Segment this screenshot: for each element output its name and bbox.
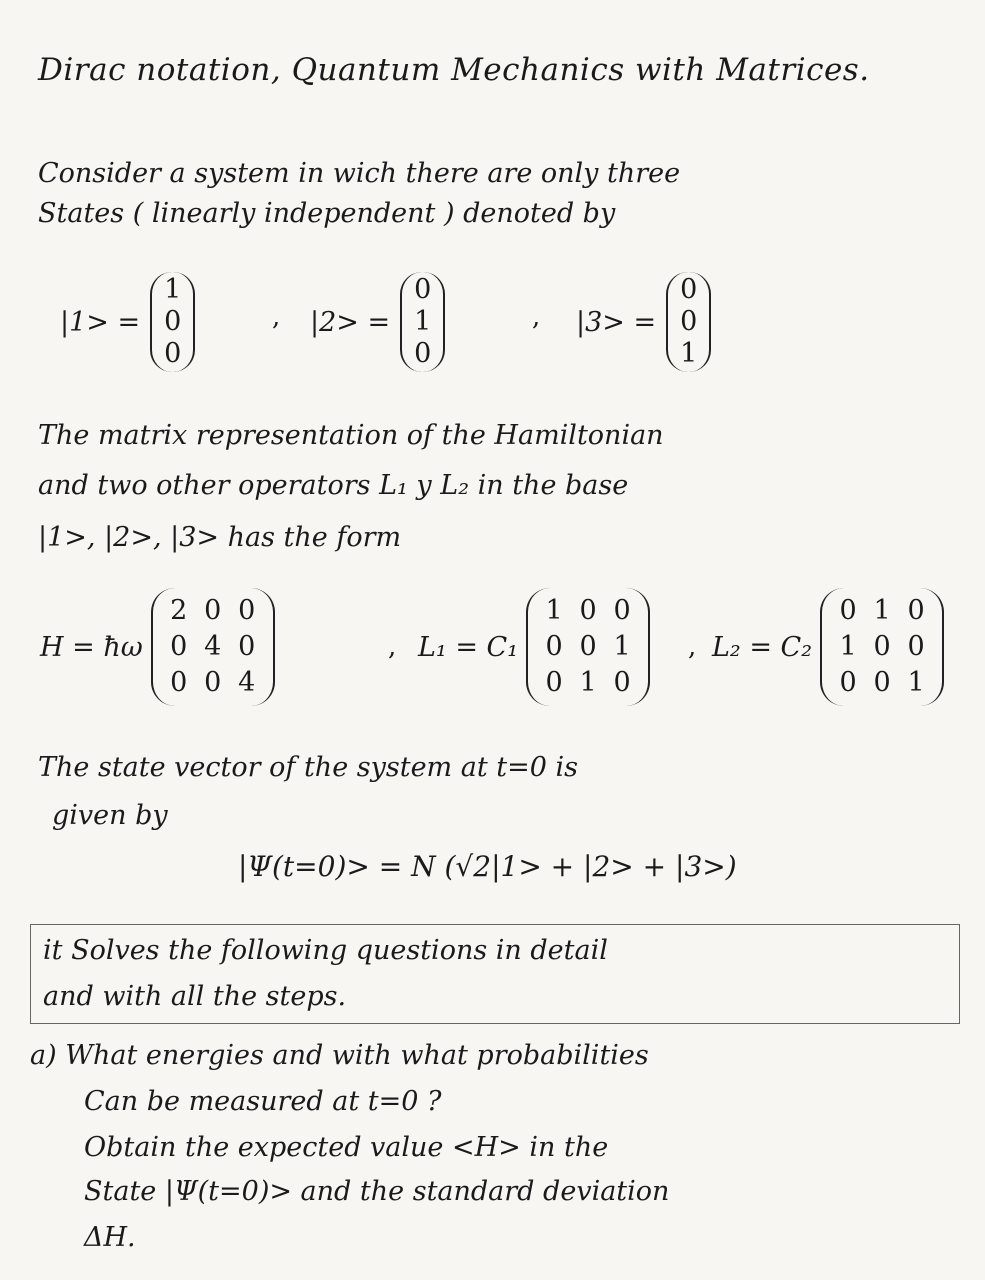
hamiltonian-matrix <box>40 588 275 706</box>
vector-entry: 0 <box>680 306 698 337</box>
matrix-cell: 1 <box>907 667 925 698</box>
matrix-text-line-1: The matrix representation of the Hamiltonian <box>38 420 664 451</box>
question-a-line-1: a) What energies and with what probabilities <box>30 1040 649 1071</box>
state-text-line-1: The state vector of the system at t=0 is <box>38 752 578 783</box>
vector-label: |1> = <box>60 306 141 338</box>
question-a-line-2: Can be measured at t=0 ? <box>84 1086 442 1117</box>
matrix-cell: 0 <box>907 595 925 626</box>
basis-vector-3 <box>576 272 711 372</box>
state-text-line-2: given by <box>52 800 168 831</box>
matrix-cell: 0 <box>238 595 256 626</box>
matrix-cell: 0 <box>907 631 925 662</box>
matrix-text-line-3: |1>, |2>, |3> has the form <box>38 522 402 553</box>
basis-vectors <box>60 262 960 382</box>
instruction-line-1: it Solves the following questions in detail <box>43 935 608 966</box>
question-a-line-4: State |Ψ(t=0)> and the standard deviation <box>84 1176 670 1207</box>
separator: , <box>388 632 397 662</box>
column-vector <box>400 272 445 372</box>
basis-vector-2 <box>310 272 445 372</box>
matrix-cell: 0 <box>170 631 188 662</box>
column-vector <box>150 272 195 372</box>
column-vector <box>666 272 711 372</box>
matrix-cell: 0 <box>170 667 188 698</box>
intro-line-2: States ( linearly independent ) denoted by <box>38 198 616 229</box>
matrix-cell: 1 <box>579 667 597 698</box>
matrix-cell: 1 <box>613 631 631 662</box>
vector-entry: 0 <box>414 338 432 369</box>
question-a-line-5: ΔH. <box>84 1222 136 1253</box>
matrix-cell: 0 <box>873 631 891 662</box>
vector-entry: 0 <box>164 338 182 369</box>
matrix-cell: 0 <box>613 667 631 698</box>
matrix-grid <box>151 588 275 706</box>
matrix-cell: 0 <box>545 667 563 698</box>
matrix-cell: 2 <box>170 595 188 626</box>
page-title: Dirac notation, Quantum Mechanics with Matrices. <box>38 52 870 88</box>
separator: , <box>532 302 541 332</box>
matrix-grid <box>820 588 944 706</box>
matrix-cell: 1 <box>545 595 563 626</box>
state-equation: |Ψ(t=0)> = N (√2|1> + |2> + |3>) <box>238 850 737 883</box>
matrix-label: L₂ = C₂ <box>712 631 813 663</box>
matrix-cell: 0 <box>839 667 857 698</box>
matrix-cell: 4 <box>238 667 256 698</box>
separator: , <box>688 632 697 662</box>
matrix-cell: 0 <box>839 595 857 626</box>
matrix-cell: 0 <box>873 667 891 698</box>
matrix-cell: 0 <box>204 667 222 698</box>
matrix-cell: 1 <box>839 631 857 662</box>
vector-label: |2> = <box>310 306 391 338</box>
instruction-line-2: and with all the steps. <box>43 981 347 1012</box>
instruction-box <box>30 924 960 1024</box>
matrix-cell: 0 <box>579 595 597 626</box>
intro-line-1: Consider a system in wich there are only three <box>38 158 681 189</box>
matrix-cell: 0 <box>238 631 256 662</box>
matrix-cell: 0 <box>204 595 222 626</box>
vector-entry: 1 <box>414 306 432 337</box>
matrix-cell: 1 <box>873 595 891 626</box>
matrix-text-line-2: and two other operators L₁ y L₂ in the base <box>38 470 629 501</box>
vector-entry: 1 <box>164 274 182 305</box>
matrix-label: H = ħω <box>40 631 143 663</box>
basis-vector-1 <box>60 272 195 372</box>
vector-entry: 1 <box>680 338 698 369</box>
matrix-cell: 4 <box>204 631 222 662</box>
operator-matrices <box>40 570 960 720</box>
vector-entry: 0 <box>414 274 432 305</box>
matrix-cell: 0 <box>579 631 597 662</box>
matrix-cell: 0 <box>613 595 631 626</box>
matrix-grid <box>526 588 650 706</box>
vector-entry: 0 <box>680 274 698 305</box>
question-a-line-3: Obtain the expected value <H> in the <box>84 1132 609 1163</box>
l1-matrix <box>418 588 650 706</box>
matrix-cell: 0 <box>545 631 563 662</box>
vector-label: |3> = <box>576 306 657 338</box>
separator: , <box>272 302 281 332</box>
vector-entry: 0 <box>164 306 182 337</box>
matrix-label: L₁ = C₁ <box>418 631 519 663</box>
l2-matrix <box>712 588 944 706</box>
